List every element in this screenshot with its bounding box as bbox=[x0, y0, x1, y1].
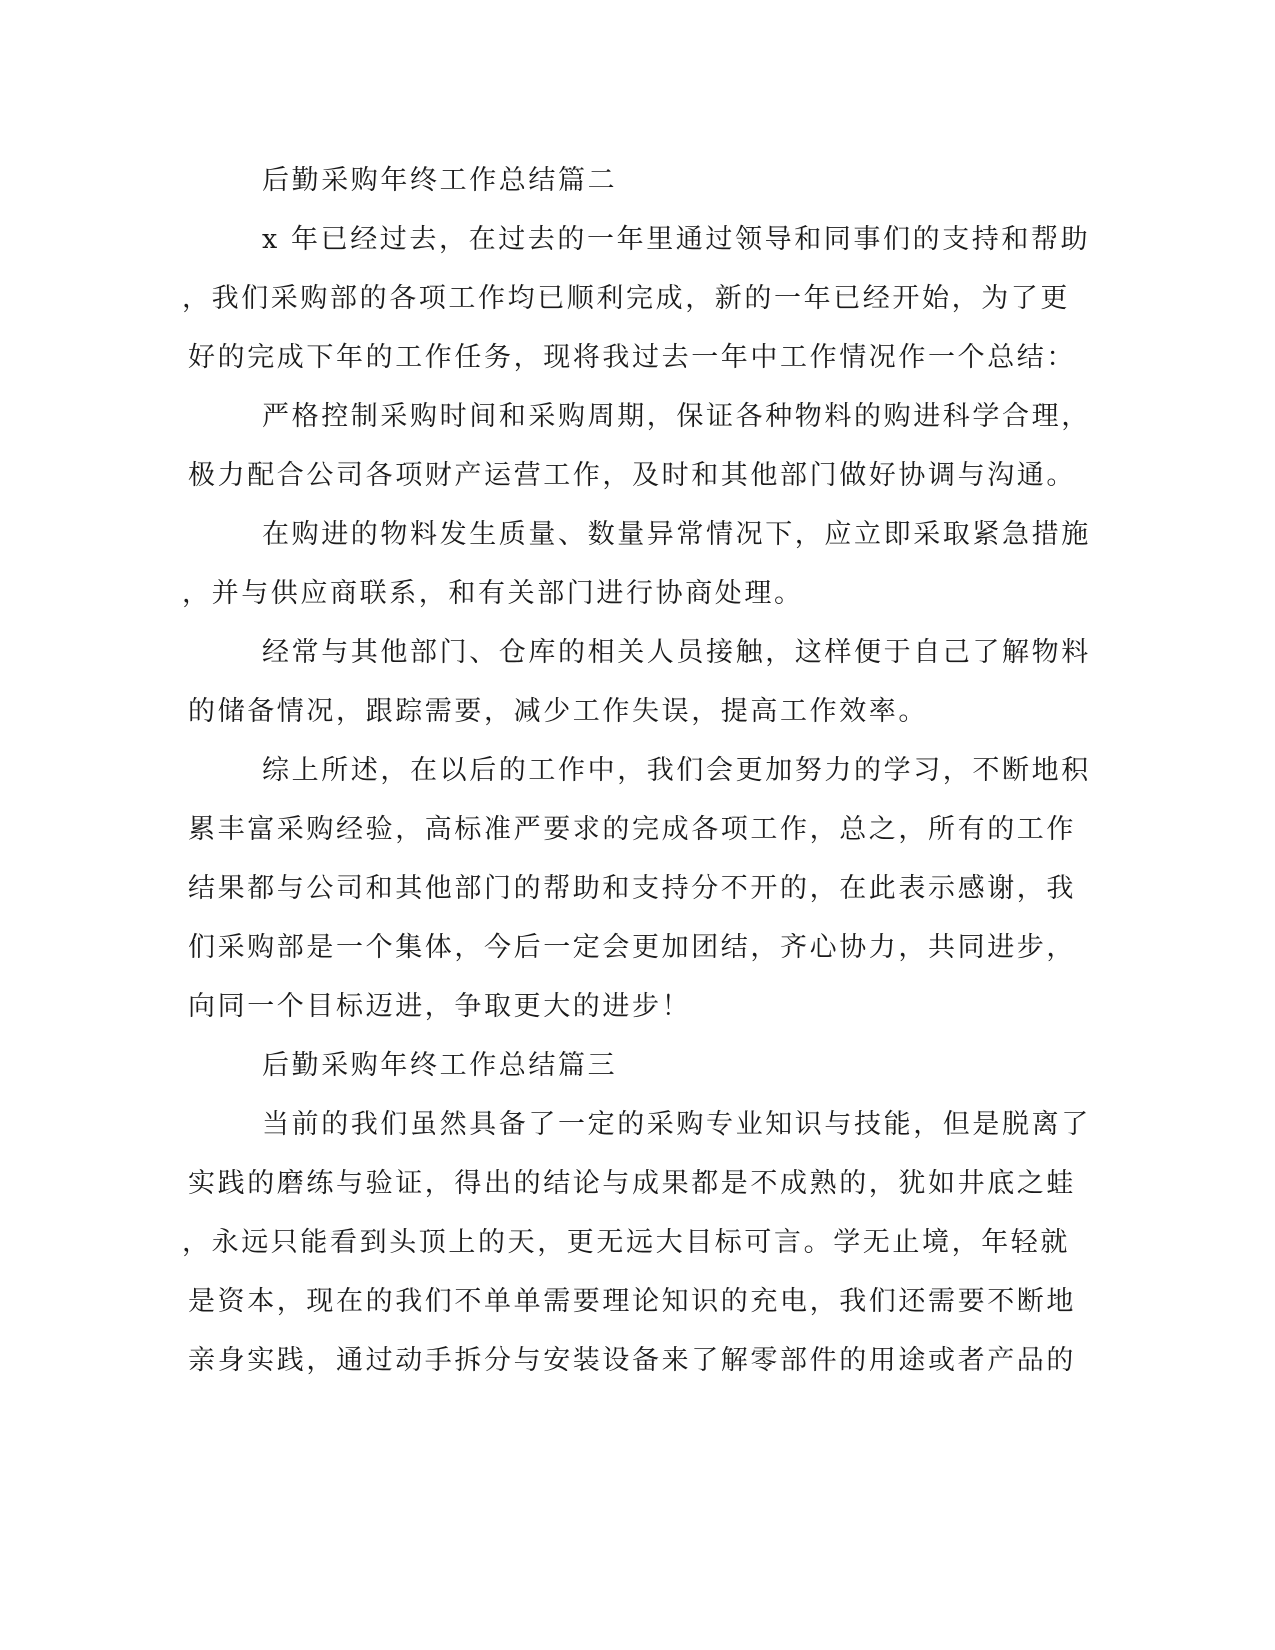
paragraph-line bbox=[0, 1105, 1275, 1145]
text-line: 实践的磨练与验证，得出的结论与成果都是不成熟的，犹如井底之蛙 bbox=[188, 1168, 1076, 1199]
text-line: 极力配合公司各项财产运营工作，及时和其他部门做好协调与沟通。 bbox=[188, 460, 1076, 491]
text-line: 经常与其他部门、仓库的相关人员接触，这样便于自己了解物料 bbox=[262, 637, 1091, 668]
text-line: 亲身实践，通过动手拆分与安装设备来了解零部件的用途或者产品的 bbox=[188, 1345, 1076, 1376]
text-line: ，并与供应商联系，和有关部门进行协商处理。 bbox=[182, 578, 804, 609]
paragraph-line bbox=[0, 456, 1275, 496]
paragraph-line bbox=[0, 338, 1275, 378]
paragraph-line bbox=[0, 397, 1275, 437]
paragraph-line bbox=[0, 1282, 1275, 1322]
text-line: 后勤采购年终工作总结篇三 bbox=[262, 1050, 618, 1081]
text-line: 好的完成下年的工作任务，现将我过去一年中工作情况作一个总结： bbox=[188, 342, 1076, 373]
section-heading bbox=[0, 161, 1275, 201]
paragraph-line bbox=[0, 1223, 1275, 1263]
paragraph-line bbox=[0, 987, 1275, 1027]
paragraph-line bbox=[0, 928, 1275, 968]
paragraph-line bbox=[0, 869, 1275, 909]
text-line: ，永远只能看到头顶上的天，更无远大目标可言。学无止境，年轻就 bbox=[182, 1227, 1070, 1258]
text-line: 的储备情况，跟踪需要，减少工作失误，提高工作效率。 bbox=[188, 696, 928, 727]
paragraph-line bbox=[0, 220, 1275, 260]
paragraph-line bbox=[0, 574, 1275, 614]
text-line: 严格控制采购时间和采购周期，保证各种物料的购进科学合理， bbox=[262, 401, 1091, 432]
paragraph-line bbox=[0, 515, 1275, 555]
text-line: 在购进的物料发生质量、数量异常情况下，应立即采取紧急措施 bbox=[262, 519, 1091, 550]
text-line: 是资本，现在的我们不单单需要理论知识的充电，我们还需要不断地 bbox=[188, 1286, 1076, 1317]
paragraph-line bbox=[0, 810, 1275, 850]
paragraph-line bbox=[0, 279, 1275, 319]
text-line: 向同一个目标迈进，争取更大的进步！ bbox=[188, 991, 692, 1022]
text-line: 累丰富采购经验，高标准严要求的完成各项工作，总之，所有的工作 bbox=[188, 814, 1076, 845]
paragraph-line bbox=[0, 633, 1275, 673]
paragraph-line bbox=[0, 1341, 1275, 1381]
paragraph-line bbox=[0, 1164, 1275, 1204]
section-heading bbox=[0, 1046, 1275, 1086]
paragraph-line bbox=[0, 692, 1275, 732]
text-line: ，我们采购部的各项工作均已顺利完成，新的一年已经开始，为了更 bbox=[182, 283, 1070, 314]
paragraph-line bbox=[0, 751, 1275, 791]
text-line: 综上所述，在以后的工作中，我们会更加努力的学习，不断地积 bbox=[262, 755, 1091, 786]
text-line: 当前的我们虽然具备了一定的采购专业知识与技能，但是脱离了 bbox=[262, 1109, 1091, 1140]
text-line: 们采购部是一个集体，今后一定会更加团结，齐心协力，共同进步， bbox=[188, 932, 1076, 963]
text-line: 后勤采购年终工作总结篇二 bbox=[262, 165, 618, 196]
text-line: x 年已经过去，在过去的一年里通过领导和同事们的支持和帮助 bbox=[262, 224, 1091, 255]
text-line: 结果都与公司和其他部门的帮助和支持分不开的，在此表示感谢，我 bbox=[188, 873, 1076, 904]
